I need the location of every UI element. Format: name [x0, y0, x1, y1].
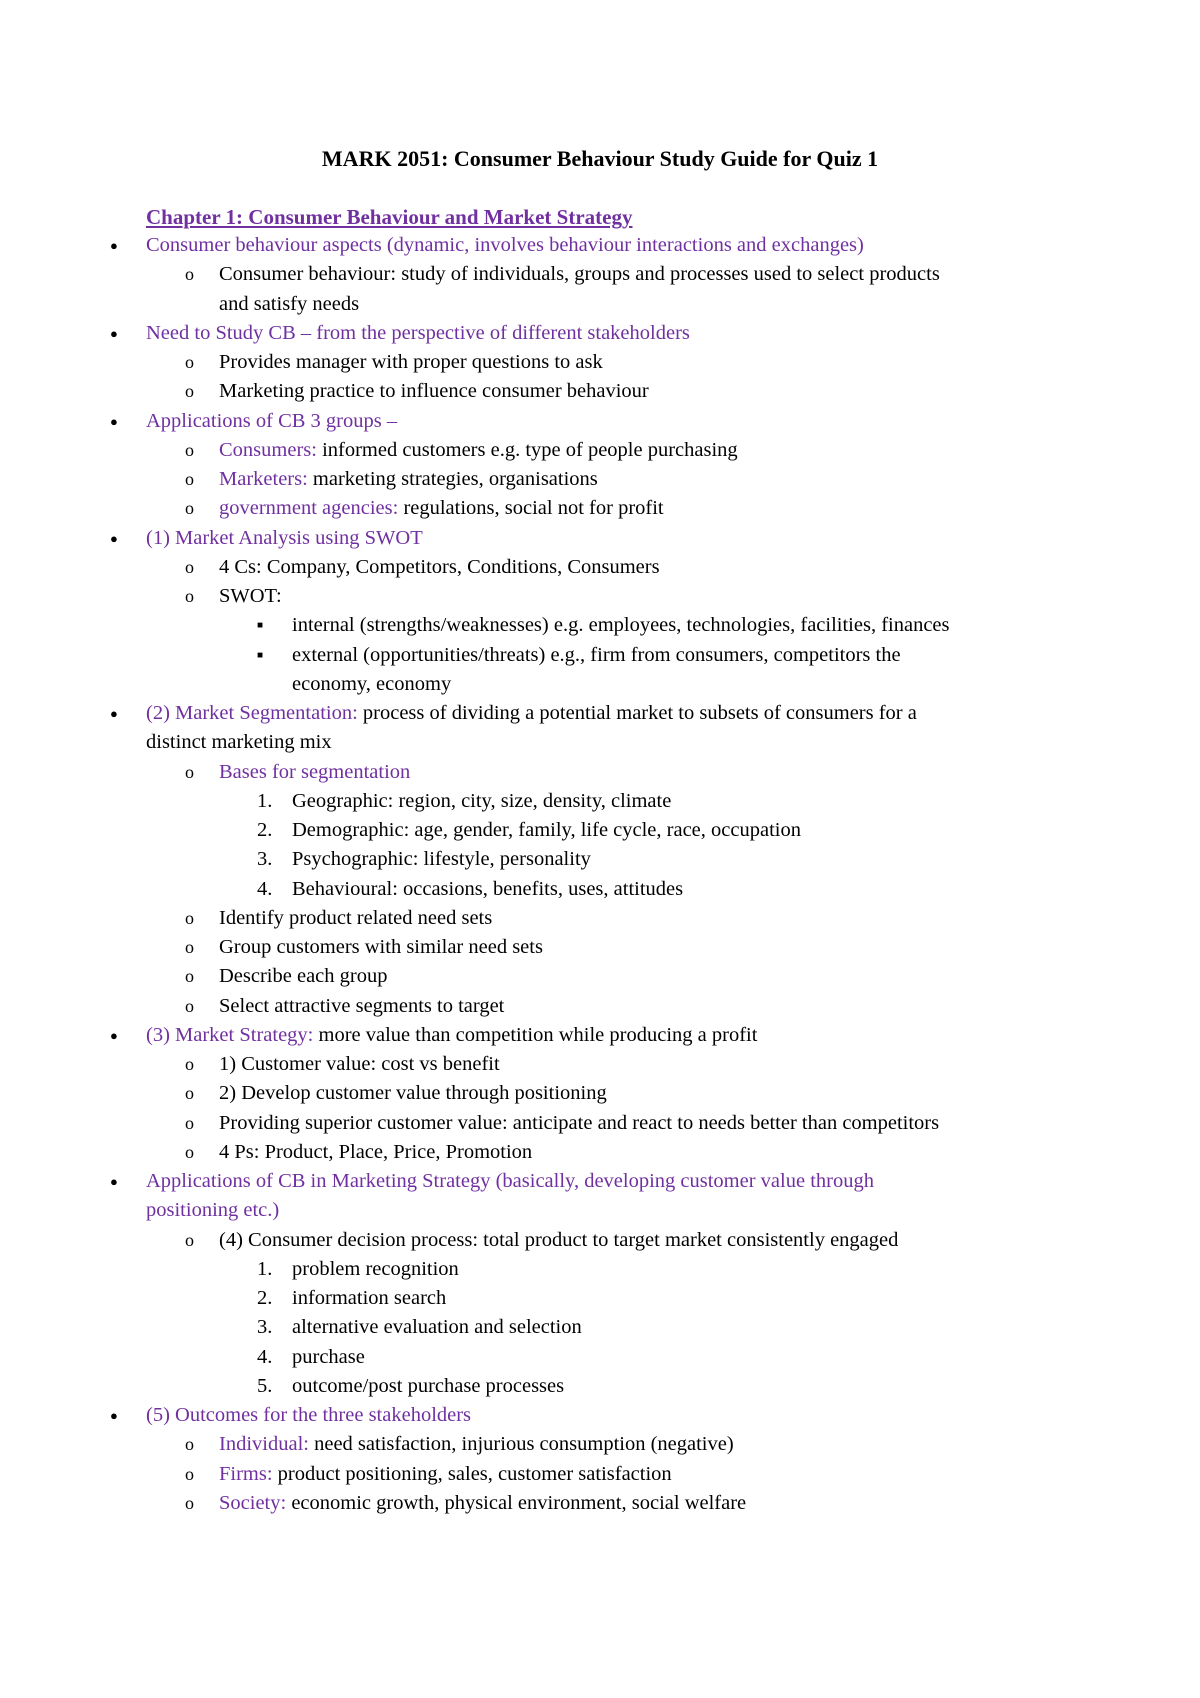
body-text: Geographic: region, city, size, density, climate — [292, 789, 672, 812]
body-text: need satisfaction, injurious consumption (negative) — [308, 1433, 734, 1456]
highlighted-term: Individual: — [219, 1433, 309, 1456]
outline-line — [0, 1372, 1200, 1401]
body-text: internal (strengths/weaknesses) e.g. employees, technologies, facilities, finances — [292, 614, 950, 637]
line-text — [292, 1343, 365, 1372]
line-text — [292, 611, 950, 640]
highlighted-term: government agencies: — [219, 497, 399, 520]
line-text — [146, 1401, 471, 1430]
highlighted-term: Bases for segmentation — [219, 760, 411, 783]
square-bullet-icon: ■ — [257, 620, 264, 632]
outline-line — [0, 377, 1200, 406]
line-text — [146, 1167, 874, 1196]
list-number: 4. — [257, 1345, 273, 1368]
body-text: (4) Consumer decision process: total product to target market consistently engaged — [219, 1228, 899, 1251]
body-text: process of dividing a potential market to subsets of consumers for a — [357, 702, 917, 724]
body-text: purchase — [292, 1345, 365, 1368]
outline-line — [0, 670, 1200, 699]
outline-line — [0, 1138, 1200, 1167]
outline-line — [0, 553, 1200, 582]
line-text — [219, 465, 598, 494]
line-text — [292, 670, 451, 699]
outline-line — [0, 611, 1200, 640]
line-text — [292, 641, 901, 670]
circle-bullet-icon: o — [185, 1112, 194, 1133]
body-text: Provides manager with proper questions to ask — [219, 351, 603, 373]
line-text — [219, 962, 387, 991]
list-number: 5. — [257, 1374, 273, 1397]
outline-line — [0, 787, 1200, 816]
outline-line — [0, 348, 1200, 377]
circle-bullet-icon: o — [185, 498, 194, 519]
line-text — [219, 436, 738, 465]
bullet-icon: ● — [110, 413, 118, 429]
body-text: Consumer behaviour: study of individuals, groups and processes used to select products — [219, 263, 940, 286]
circle-bullet-icon: o — [185, 761, 194, 782]
list-number: 1. — [257, 789, 273, 812]
outline-line — [0, 465, 1200, 494]
line-text — [219, 933, 543, 962]
line-text — [146, 699, 917, 728]
square-bullet-icon: ■ — [257, 649, 264, 661]
outline-line — [0, 260, 1200, 289]
list-number: 3. — [257, 1316, 273, 1339]
highlighted-term: Consumers: — [219, 438, 317, 461]
body-text: alternative evaluation and selection — [292, 1316, 582, 1339]
outline-line — [0, 1313, 1200, 1342]
line-text — [219, 758, 410, 787]
list-number: 3. — [257, 848, 273, 871]
circle-bullet-icon: o — [185, 381, 194, 402]
line-text — [219, 1226, 898, 1255]
line-text — [146, 407, 397, 436]
body-text: Group customers with similar need sets — [219, 936, 543, 958]
highlighted-term: (3) Market Strategy: — [146, 1023, 314, 1046]
body-text: 4 Ps: Product, Place, Price, Promotion — [219, 1140, 533, 1163]
highlighted-term: Need to Study CB – from the perspective of different stakeholders — [146, 321, 690, 344]
outline-line — [0, 436, 1200, 465]
body-text: Marketing practice to influence consumer behaviour — [219, 380, 649, 403]
line-text — [292, 1255, 459, 1284]
body-text: Identify product related need sets — [219, 906, 493, 929]
outline-line — [0, 1401, 1200, 1430]
body-text: 1) Customer value: cost vs benefit — [219, 1053, 500, 1075]
body-text: and satisfy needs — [219, 292, 360, 315]
outline-line — [0, 962, 1200, 991]
outline-line — [0, 231, 1200, 260]
line-text — [219, 260, 940, 289]
line-text — [219, 290, 359, 319]
highlighted-term: Society: — [219, 1491, 287, 1514]
highlighted-term: (2) Market Segmentation: — [146, 702, 358, 724]
bullet-icon: ● — [110, 1027, 118, 1043]
line-text — [292, 875, 683, 904]
body-text: informed customers e.g. type of people purchasing — [316, 438, 738, 461]
outline-line — [0, 290, 1200, 319]
bullet-icon: ● — [110, 325, 118, 341]
line-text — [219, 1050, 500, 1079]
line-text — [292, 816, 801, 845]
highlighted-term: Firms: — [219, 1462, 273, 1485]
bullet-icon: ● — [110, 1174, 118, 1189]
line-text — [219, 1489, 746, 1518]
body-text: distinct marketing mix — [146, 731, 332, 754]
circle-bullet-icon: o — [185, 995, 194, 1016]
bullet-icon: ● — [110, 238, 118, 253]
body-text: Psychographic: lifestyle, personality — [292, 848, 591, 871]
circle-bullet-icon: o — [185, 264, 194, 285]
body-text: marketing strategies, organisations — [307, 468, 598, 490]
body-text: SWOT: — [219, 585, 282, 607]
outline-line — [0, 407, 1200, 436]
highlighted-term: Consumer behaviour aspects (dynamic, involves behaviour interactions and exchanges) — [146, 234, 864, 256]
bullet-icon: ● — [110, 706, 118, 721]
body-text: external (opportunities/threats) e.g., firm from consumers, competitors the — [292, 643, 901, 666]
body-text: economy, economy — [292, 672, 452, 695]
line-text — [292, 1372, 564, 1401]
body-text: Describe each group — [219, 965, 388, 988]
line-text — [146, 319, 690, 348]
outline-line — [0, 1226, 1200, 1255]
outline-line — [0, 1079, 1200, 1108]
line-text — [146, 1021, 757, 1050]
circle-bullet-icon: o — [185, 1434, 194, 1455]
outline-line — [0, 1460, 1200, 1489]
line-text — [219, 1460, 672, 1489]
body-text: Demographic: age, gender, family, life cycle, race, occupation — [292, 819, 801, 841]
body-text: problem recognition — [292, 1257, 459, 1280]
outline-line — [0, 319, 1200, 348]
circle-bullet-icon: o — [185, 1492, 194, 1513]
outline-list — [0, 231, 1200, 1518]
highlighted-term: Applications of CB in Marketing Strategy (basically, developing customer value through — [146, 1170, 874, 1192]
line-text — [292, 1284, 446, 1313]
highlighted-term: (1) Market Analysis using SWOT — [146, 526, 423, 549]
outline-line — [0, 1255, 1200, 1284]
body-text: product positioning, sales, customer satisfaction — [272, 1462, 672, 1485]
circle-bullet-icon: o — [185, 352, 194, 372]
outline-line — [0, 1489, 1200, 1518]
outline-line — [0, 1050, 1200, 1079]
body-text: economic growth, physical environment, social welfare — [286, 1491, 747, 1514]
outline-line — [0, 1167, 1200, 1196]
highlighted-term: Marketers: — [219, 468, 308, 490]
outline-line — [0, 699, 1200, 728]
outline-line — [0, 1196, 1200, 1225]
chapter-heading: Chapter 1: Consumer Behaviour and Market Strategy — [146, 205, 633, 229]
line-text — [292, 1313, 582, 1342]
outline-line — [0, 904, 1200, 933]
line-text — [292, 787, 671, 816]
outline-line — [0, 992, 1200, 1021]
highlighted-term: (5) Outcomes for the three stakeholders — [146, 1404, 472, 1426]
line-text — [219, 1138, 532, 1167]
body-text: regulations, social not for profit — [398, 497, 664, 520]
body-text: Behavioural: occasions, benefits, uses, attitudes — [292, 877, 684, 900]
line-text — [219, 1430, 734, 1459]
list-number: 1. — [257, 1257, 273, 1280]
circle-bullet-icon: o — [185, 907, 194, 928]
circle-bullet-icon: o — [185, 439, 194, 460]
outline-line — [0, 494, 1200, 523]
body-text: information search — [292, 1287, 447, 1309]
circle-bullet-icon: o — [185, 586, 194, 606]
line-text — [219, 992, 504, 1021]
line-text — [219, 377, 649, 406]
highlighted-term: positioning etc.) — [146, 1199, 280, 1222]
circle-bullet-icon: o — [185, 1229, 194, 1250]
circle-bullet-icon: o — [185, 469, 194, 489]
outline-line — [0, 582, 1200, 611]
body-text: Select attractive segments to target — [219, 994, 505, 1017]
line-text — [292, 845, 591, 874]
line-text — [219, 1109, 939, 1138]
circle-bullet-icon: o — [185, 1054, 194, 1074]
outline-line — [0, 641, 1200, 670]
outline-line — [0, 1109, 1200, 1138]
outline-line — [0, 933, 1200, 962]
highlighted-term: Applications of CB 3 groups – — [146, 409, 398, 432]
circle-bullet-icon: o — [185, 1141, 194, 1162]
body-text: 4 Cs: Company, Competitors, Conditions, Consumers — [219, 555, 660, 578]
line-text — [146, 231, 864, 260]
line-text — [146, 728, 332, 757]
outline-line — [0, 875, 1200, 904]
outline-line — [0, 1430, 1200, 1459]
body-text: 2) Develop customer value through positioning — [219, 1082, 607, 1105]
list-number: 2. — [257, 819, 273, 841]
circle-bullet-icon: o — [185, 966, 194, 987]
body-text: more value than competition while producing a profit — [313, 1023, 758, 1046]
outline-line — [0, 816, 1200, 845]
body-text: Providing superior customer value: anticipate and react to needs better than competitors — [219, 1111, 940, 1134]
outline-line — [0, 1343, 1200, 1372]
circle-bullet-icon: o — [185, 937, 194, 957]
line-text — [219, 582, 282, 611]
bullet-icon: ● — [110, 1408, 118, 1423]
document-title: MARK 2051: Consumer Behaviour Study Guide for Quiz 1 — [321, 146, 879, 171]
outline-line — [0, 524, 1200, 553]
circle-bullet-icon: o — [185, 556, 194, 577]
line-text — [146, 1196, 279, 1225]
circle-bullet-icon: o — [185, 1463, 194, 1484]
line-text — [219, 553, 660, 582]
outline-line — [0, 1284, 1200, 1313]
list-number: 2. — [257, 1287, 273, 1309]
line-text — [146, 524, 423, 553]
line-text — [219, 1079, 607, 1108]
outline-line — [0, 728, 1200, 757]
circle-bullet-icon: o — [185, 1083, 194, 1104]
list-number: 4. — [257, 877, 273, 900]
line-text — [219, 904, 492, 933]
bullet-icon: ● — [110, 530, 118, 546]
outline-line — [0, 758, 1200, 787]
outline-line — [0, 845, 1200, 874]
outline-line — [0, 1021, 1200, 1050]
line-text — [219, 348, 603, 377]
line-text — [219, 494, 664, 523]
body-text: outcome/post purchase processes — [292, 1374, 565, 1397]
